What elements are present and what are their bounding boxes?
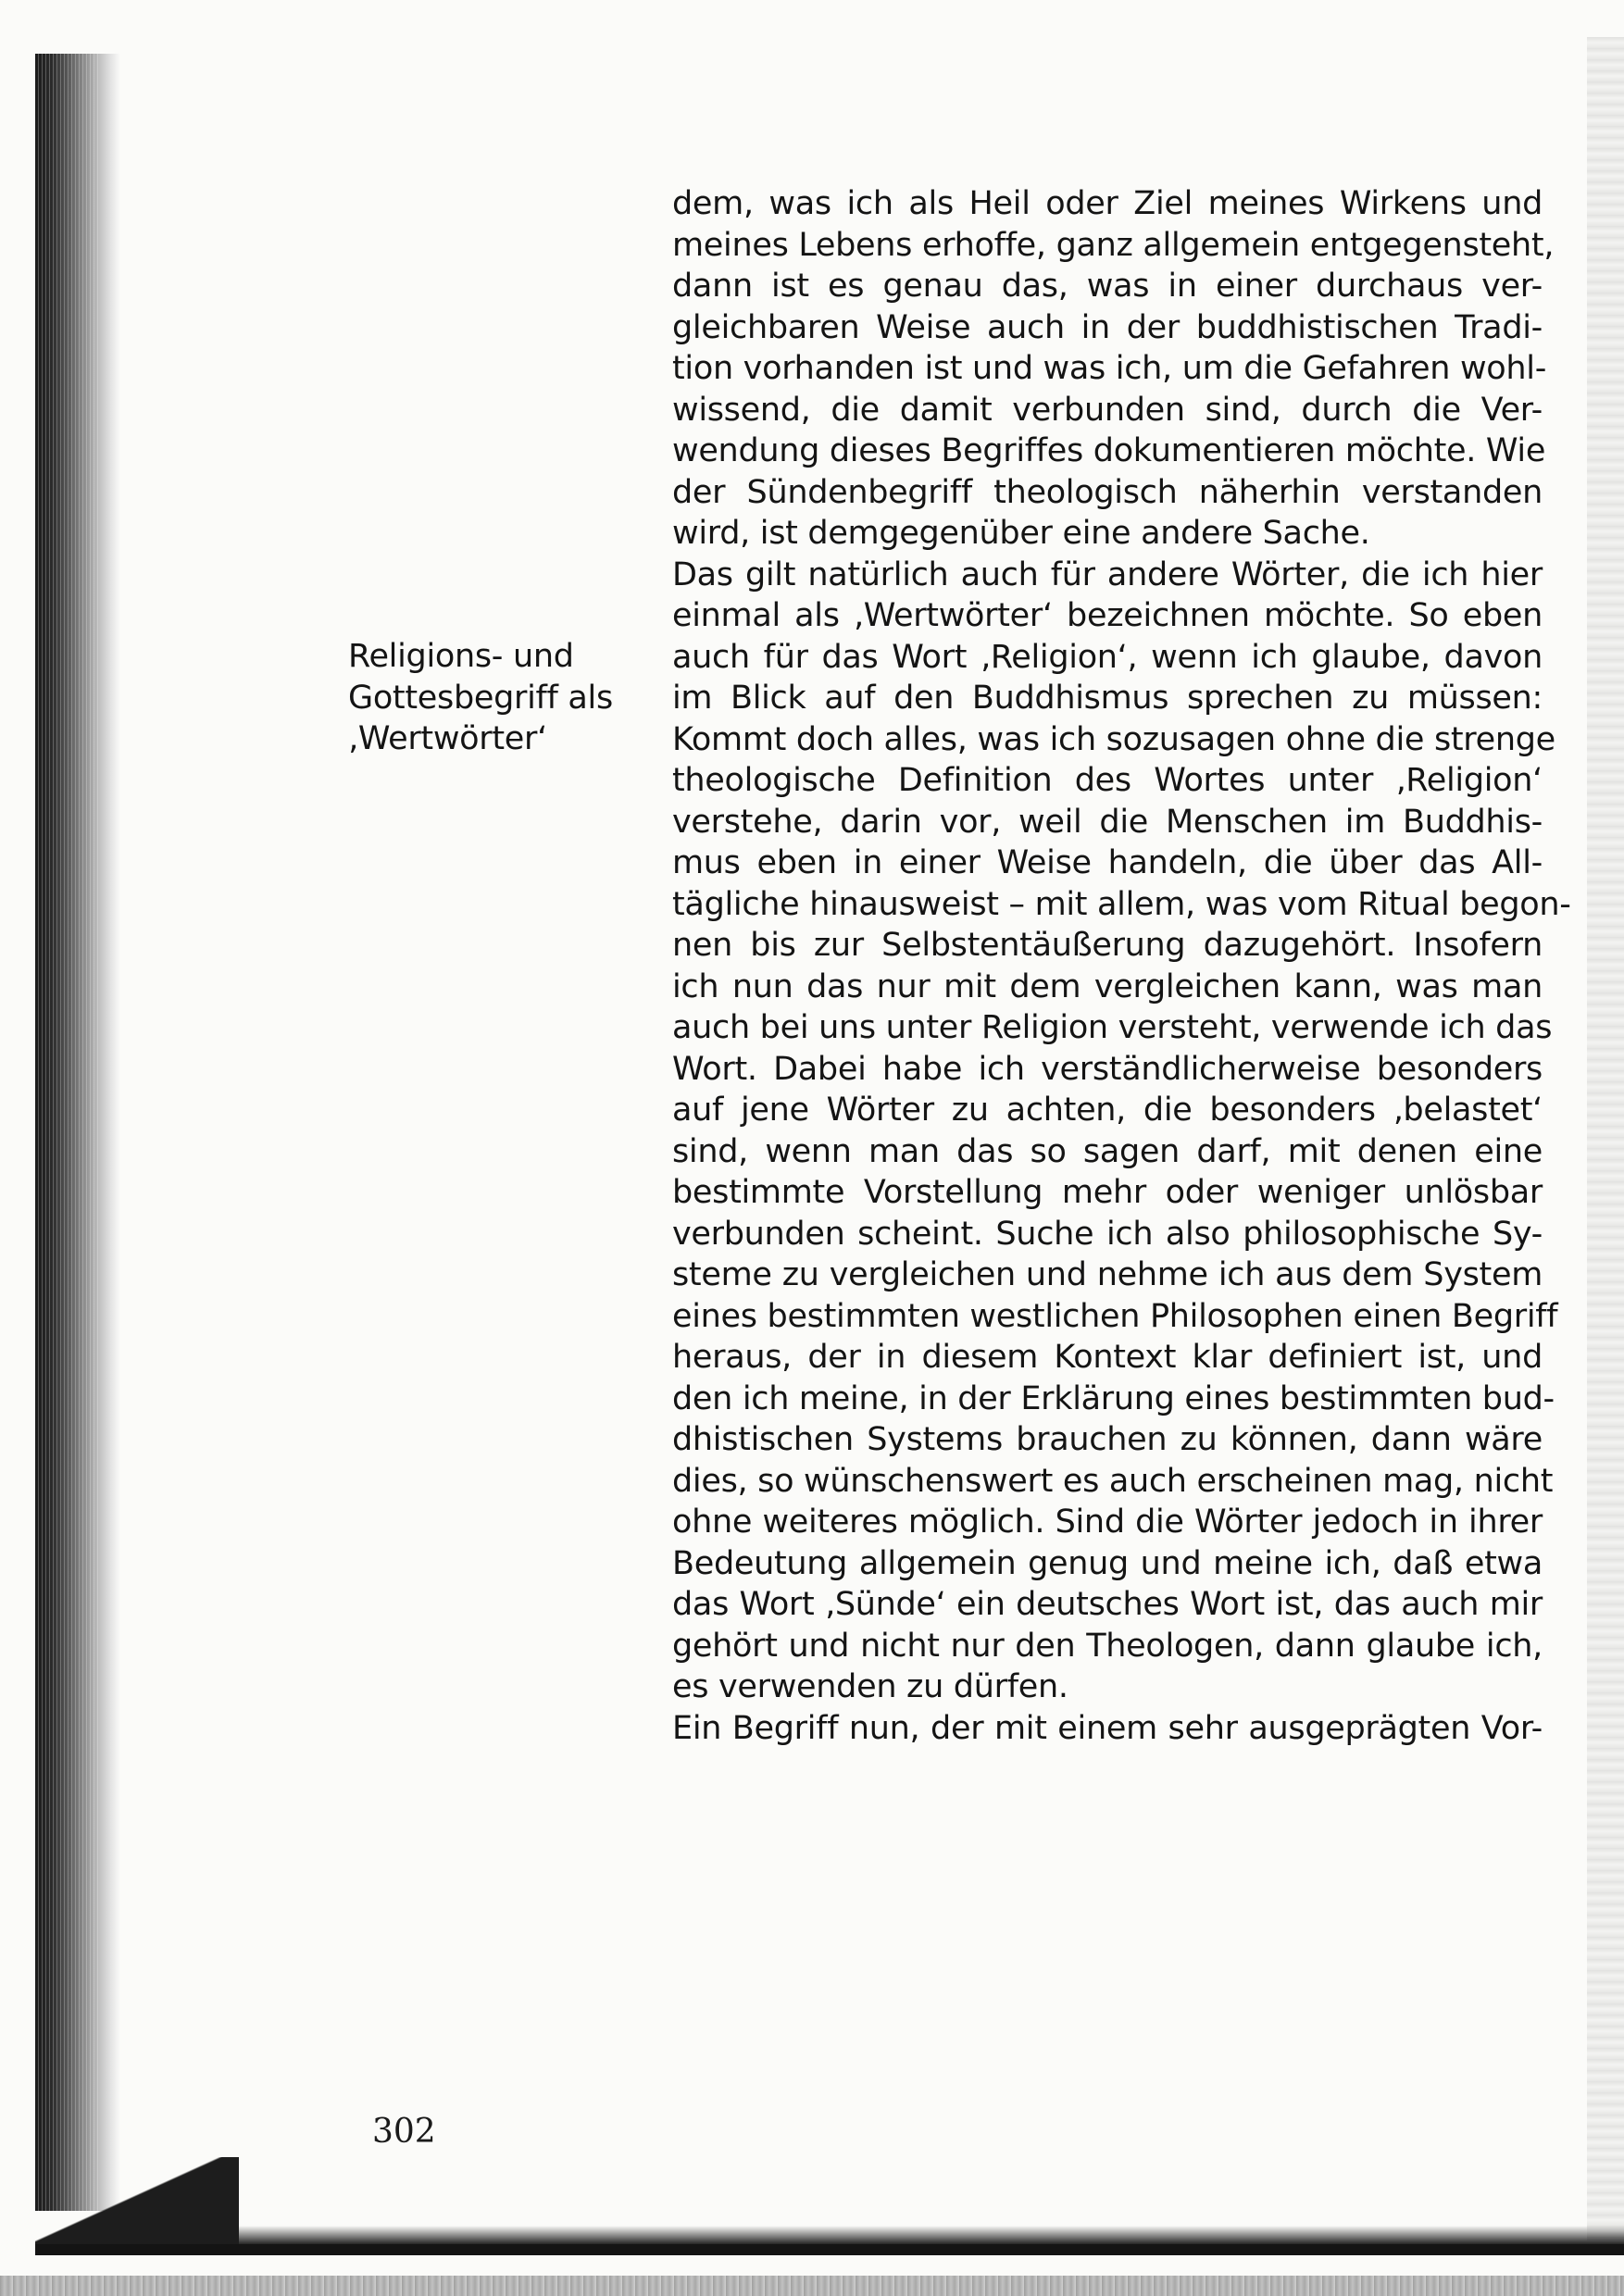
text-line: tion vorhanden ist und was ich, um die Gefahren wohl-: [672, 350, 1547, 387]
text-line: Wort. Dabei habe ich verständlicherweise besonders: [672, 1050, 1543, 1088]
text-line: im Blick auf den Buddhismus sprechen zu müssen:: [672, 680, 1543, 717]
text-line: dies, so wünschenswert es auch erscheinen mag, nicht: [672, 1462, 1554, 1500]
binding-streaks: [35, 54, 100, 2211]
text-line: Kommt doch alles, was ich sozusagen ohne die strenge: [672, 720, 1555, 758]
text-line: bestimmte Vorstellung mehr oder weniger unlösbar: [672, 1174, 1543, 1211]
text-line: wendung dieses Begriffes dokumentieren möchte. Wie: [672, 432, 1546, 469]
margin-note-line: Gottesbegriff als: [348, 679, 613, 717]
page-right-edge: [1587, 37, 1624, 2240]
text-line: Das gilt natürlich auch für andere Wörter, die ich hier: [672, 555, 1543, 593]
text-line: einmal als ‚Wertwörter‘ bezeichnen möchte. So eben: [672, 597, 1543, 634]
text-line: dann ist es genau das, was in einer durchaus ver-: [672, 268, 1543, 305]
text-line: tägliche hinausweist – mit allem, was vom Ritual begon-: [672, 885, 1571, 923]
text-line: verstehe, darin vor, weil die Menschen im Buddhis-: [672, 803, 1543, 841]
bottom-edge-border: [35, 2244, 1624, 2255]
margin-note-line: Religions- und: [348, 638, 574, 675]
paragraph-end-line: es verwenden zu dürfen.: [672, 1668, 1068, 1705]
text-line: Ein Begriff nun, der mit einem sehr ausgeprägten Vor-: [672, 1709, 1543, 1747]
scanner-bottom-strip: [0, 2276, 1624, 2296]
paragraph-end-line: wird, ist demgegenüber eine andere Sache.: [672, 515, 1370, 552]
text-line: dhistischen Systems brauchen zu können, dann wäre: [672, 1421, 1543, 1458]
text-line: verbunden scheint. Suche ich also philosophische Sy-: [672, 1215, 1543, 1253]
text-line: theologische Definition des Wortes unter ‚Religion‘: [672, 762, 1543, 799]
text-line: wissend, die damit verbunden sind, durch die Ver-: [672, 391, 1543, 429]
text-line: dem, was ich als Heil oder Ziel meines Wirkens und: [672, 185, 1543, 222]
text-line: meines Lebens erhoffe, ganz allgemein entgegensteht,: [672, 226, 1555, 264]
bottom-left-corner-shadow: [35, 2157, 239, 2250]
margin-note: [348, 636, 635, 760]
page-number: 302: [372, 2113, 436, 2151]
text-line: auch bei uns unter Religion versteht, verwende ich das: [672, 1009, 1553, 1046]
text-line: heraus, der in diesem Kontext klar definiert ist, und: [672, 1339, 1543, 1376]
text-line: auch für das Wort ‚Religion‘, wenn ich glaube, davon: [672, 638, 1543, 676]
text-line: auf jene Wörter zu achten, die besonders ‚belastet‘: [672, 1092, 1543, 1129]
text-line: das Wort ‚Sünde‘ ein deutsches Wort ist, das auch mir: [672, 1586, 1543, 1623]
text-line: nen bis zur Selbstentäußerung dazugehört. Insofern: [672, 927, 1543, 964]
text-line: eines bestimmten westlichen Philosophen einen Begriff: [672, 1297, 1558, 1335]
text-line: gleichbaren Weise auch in der buddhistischen Tradi-: [672, 308, 1543, 346]
text-line: mus eben in einer Weise handeln, die über das All-: [672, 844, 1543, 881]
text-line: ohne weiteres möglich. Sind die Wörter jedoch in ihrer: [672, 1504, 1543, 1541]
bottom-edge-shadow: [222, 2226, 1624, 2244]
text-line: steme zu vergleichen und nehme ich aus dem System: [672, 1256, 1543, 1293]
body-text: [672, 183, 1571, 1749]
text-line: sind, wenn man das so sagen darf, mit denen eine: [672, 1132, 1543, 1170]
text-line: gehört und nicht nur den Theologen, dann glaube ich,: [672, 1627, 1543, 1665]
text-line: ich nun das nur mit dem vergleichen kann, was man: [672, 967, 1543, 1005]
text-line: der Sündenbegriff theologisch näherhin verstanden: [672, 473, 1543, 511]
text-line: den ich meine, in der Erklärung eines bestimmten bud-: [672, 1379, 1555, 1417]
margin-note-line: ‚Wertwörter‘: [348, 720, 547, 757]
text-line: Bedeutung allgemein genug und meine ich, daß etwa: [672, 1544, 1543, 1582]
